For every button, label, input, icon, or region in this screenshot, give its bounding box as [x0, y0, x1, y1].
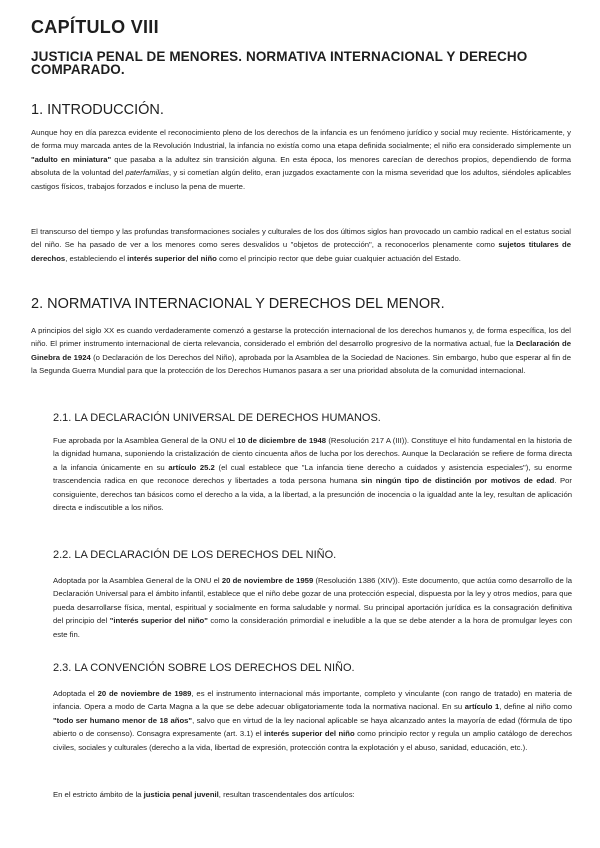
paragraph-normativa-1: A principios del siglo XX es cuando verdaderamente comenzó a gestarse la protección internacional de los derechos humanos y, de forma específica, los del niño. El primer instrumento internacional de cierta relevancia, considerado el embrión del desarrollo progresivo de la normativa actual, fue la Declaración de Ginebra de 1924 (o Declaración de los Derechos del Niño), aprobada por la Asamblea de la Sociedad de Naciones. Sin embargo, hubo que esperar al fin de la Segunda Guerra Mundial para que la protección de los Derechos Humanos pasara a ser una prioridad absoluta de la comunidad internacional.	[31, 326, 571, 376]
paragraph-declaracion-derechos-nino: Adoptada por la Asamblea General de la ONU el 20 de noviembre de 1959 (Resolución 1386 (XIV)). Este documento, que actúa como desarrollo de la Declaración Universal para el ámbito infantil, establece que el niño debe gozar de una protección especial, dispuesta por la ley y otros medios, para que pueda desarrollarse física, mental, espiritual y socialmente en forma saludable y normal. Su principal aportación jurídica es la consagración definitiva del principio del "interés superior del niño" como la consideración primordial e ineludible a la que se debe atender a la hora de promulgar leyes con este fin.	[53, 576, 573, 639]
heading-declaracion-universal: 2.1. LA DECLARACIÓN UNIVERSAL DE DERECHOS HUMANOS.	[53, 412, 381, 424]
paragraph-intro-2: El transcurso del tiempo y las profundas transformaciones sociales y culturales de los dos últimos siglos han provocado un cambio radical en el estatus social del niño. Se ha pasado de ver a los menores como seres desvalidos u "objetos de protección", a reconocerlos plenamente como sujetos titulares de derechos, estableciendo el interés superior del niño como el principio rector que debe guiar cualquier actuación del Estado.	[31, 227, 572, 263]
document-title: JUSTICIA PENAL DE MENORES. NORMATIVA INTERNACIONAL Y DERECHO COMPARADO.	[31, 49, 528, 77]
heading-declaracion-derechos-nino: 2.2. LA DECLARACIÓN DE LOS DERECHOS DEL NIÑO.	[53, 549, 337, 561]
paragraph-justicia-penal-juvenil: En el estricto ámbito de la justicia penal juvenil, resultan trascendentales dos artículos:	[53, 790, 355, 799]
paragraph-declaracion-universal: Fue aprobada por la Asamblea General de la ONU el 10 de diciembre de 1948 (Resolución 217 A (III)). Constituye el hito fundamental en la historia de la dignidad humana, suponiendo la cristalización de ciento cincuenta años de lucha por los derechos. Aunque la Declaración se refiere de forma directa a la infancia únicamente en su artículo 25.2 (el cual establece que "La infancia tiene derecho a cuidados y asistencia especiales"), su enorme trascendencia radica en que reconoce derechos y libertades a toda persona humana sin ningún tipo de distinción por motivos de edad. Por consiguiente, derechos tan básicos como el derecho a la vida, a la libertad, a la presunción de inocencia o la igualdad ante la ley, resultan de aplicación directa e indiscutible a los niños.	[53, 436, 572, 513]
chapter-title: CAPÍTULO VIII	[31, 17, 159, 37]
paragraph-convencion-derechos-nino: Adoptada el 20 de noviembre de 1989, es el instrumento internacional más importante, completo y vinculante (con rango de tratado) en materia de infancia. Opera a modo de Carta Magna a la que se debe adecuar obligatoriamente toda la normativa nacional. En su artículo 1, define al niño como "todo ser humano menor de 18 años", salvo que en virtud de la ley nacional aplicable se haya alcanzado antes la mayoría de edad (fórmula de tipo abierto o de consenso). Consagra expresamente (art. 3.1) el interés superior del niño como principio rector y regula un amplio catálogo de derechos civiles, sociales y culturales (derecho a la vida, libertad de expresión, protección contra la explotación y el abuso, sanidad, educación, etc.).	[53, 689, 573, 752]
paragraph-intro-1: Aunque hoy en día parezca evidente el reconocimiento pleno de los derechos de la infancia es un fenómeno jurídico y social muy reciente. Históricamente, y de forma muy marcada antes de la Revolución Industrial, la infancia no existía como una etapa definida socialmente; el niño era considerado simplemente un "adulto en miniatura" que pasaba a la adultez sin transición alguna. En esta época, los menores carecían de derechos propios, dependiendo de forma absoluta de la voluntad del paterfamilias, y si cometían algún delito, eran juzgados exactamente con la misma severidad que los adultos, siéndoles aplicables castigos físicos, trabajos forzados e incluso la pena de muerte.	[31, 128, 572, 191]
heading-normativa-internacional: 2. NORMATIVA INTERNACIONAL Y DERECHOS DEL MENOR.	[31, 296, 445, 312]
heading-introduccion: 1. INTRODUCCIÓN.	[31, 102, 164, 118]
heading-convencion-derechos-nino: 2.3. LA CONVENCIÓN SOBRE LOS DERECHOS DEL NIÑO.	[53, 662, 355, 674]
